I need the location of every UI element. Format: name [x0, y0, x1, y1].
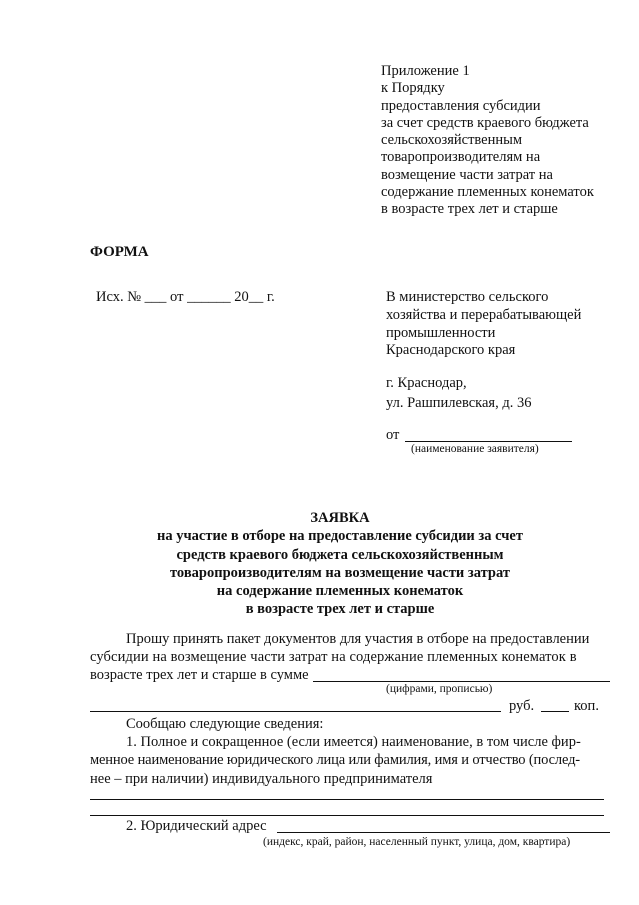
appendix-line: к Порядку: [381, 80, 445, 97]
recipient-block: [386, 289, 581, 360]
info-intro: Сообщаю следующие сведения:: [126, 716, 324, 732]
address-line: г. Краснодар,: [386, 375, 467, 391]
outgoing-reference: Исх. № ___ от ______ 20__ г.: [96, 289, 275, 305]
request-line-2: субсидии на возмещение части затрат на содержание племенных конематок в: [90, 649, 577, 665]
item1-line-1: 1. Полное и сокращенное (если имеется) наименование, в том числе фир-: [126, 734, 581, 750]
appendix-line: сельскохозяйственным: [381, 132, 523, 149]
applicant-name-field[interactable]: [405, 441, 572, 442]
entity-name-field-1[interactable]: [90, 799, 604, 800]
recipient-line: промышленности: [386, 324, 496, 341]
recipient-line: хозяйства и перерабатывающей: [386, 306, 582, 323]
document-title: [60, 509, 620, 619]
appendix-line: возмещение части затрат на: [381, 166, 553, 183]
item2-label: 2. Юридический адрес: [126, 818, 267, 834]
amount-words-field[interactable]: [90, 711, 501, 712]
entity-name-field-2[interactable]: [90, 815, 604, 816]
appendix-header: [381, 63, 594, 219]
rub-label: руб.: [509, 698, 535, 714]
amount-field[interactable]: [313, 681, 610, 682]
item1-line-2: менное наименование юридического лица или фамилия, имя и отчество (послед-: [90, 752, 580, 768]
title-line: товаропроизводителям на возмещение части затрат: [170, 564, 510, 581]
from-label: от: [386, 427, 400, 443]
recipient-address: [386, 373, 531, 413]
applicant-name-caption: (наименование заявителя): [411, 443, 539, 455]
title-line: в возрасте трех лет и старше: [245, 601, 435, 618]
form-label: ФОРМА: [90, 244, 149, 260]
appendix-line: Приложение 1: [381, 63, 470, 79]
request-line-3: возрасте трех лет и старше в сумме: [90, 667, 309, 683]
kop-label: коп.: [574, 698, 599, 714]
legal-address-field[interactable]: [277, 832, 610, 833]
item1-line-3: нее – при наличии) индивидуального предпринимателя: [90, 771, 433, 787]
recipient-line: Краснодарского края: [386, 342, 516, 359]
amount-caption: (цифрами, прописью): [386, 683, 493, 695]
kop-field[interactable]: [541, 711, 569, 712]
title-line: средств краевого бюджета сельскохозяйственным: [176, 546, 504, 563]
request-line-1: Прошу принять пакет документов для участия в отборе на предоставлении: [126, 631, 590, 647]
address-line: ул. Рашпилевская, д. 36: [386, 395, 532, 411]
appendix-line: в возрасте трех лет и старше: [381, 201, 558, 218]
appendix-line: предоставления субсидии: [381, 97, 541, 114]
appendix-line: за счет средств краевого бюджета: [381, 114, 589, 131]
legal-address-caption: (индекс, край, район, населенный пункт, улица, дом, квартира): [263, 836, 571, 848]
title-line: ЗАЯВКА: [310, 510, 370, 526]
appendix-line: товаропроизводителям на: [381, 149, 541, 166]
appendix-line: содержание племенных конематок: [381, 184, 594, 201]
title-line: на содержание племенных конематок: [216, 583, 464, 600]
title-line: на участие в отборе на предоставление субсидии за счет: [157, 528, 523, 545]
recipient-line: В министерство сельского: [386, 289, 549, 305]
